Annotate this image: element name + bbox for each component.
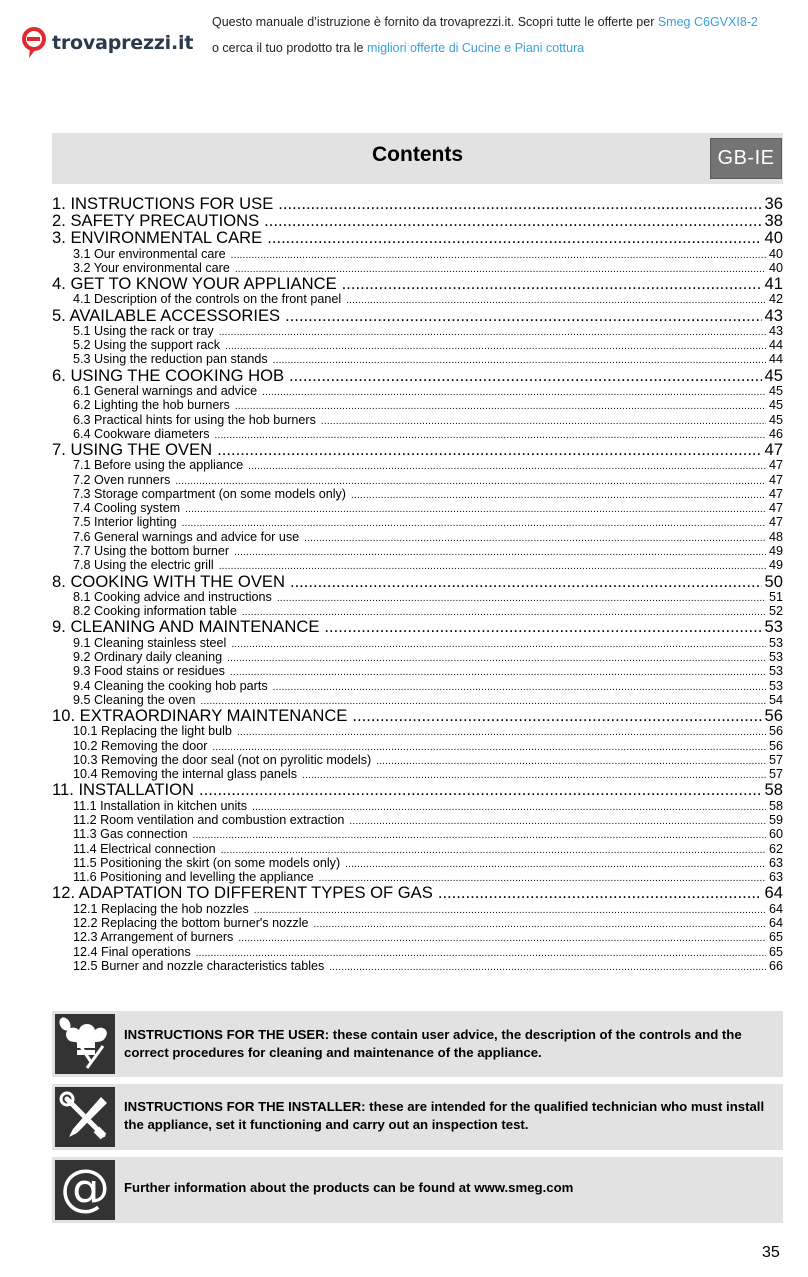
toc-chapter-row[interactable]	[52, 229, 783, 246]
toc-section-row[interactable]	[52, 739, 783, 753]
toc-page-number: 57	[768, 767, 783, 782]
toc-section-row[interactable]	[52, 916, 783, 930]
toc-label: 11.5 Positioning the skirt (on some models only)	[73, 855, 341, 870]
toc-leader-dots	[345, 858, 766, 870]
user-instructions-box	[52, 1011, 783, 1077]
toc-leader-dots	[237, 726, 766, 738]
toc-label: 3.2 Your environmental care	[73, 260, 230, 275]
toc-leader-dots	[219, 560, 766, 572]
toc-leader-dots	[238, 932, 766, 944]
toc-page-number: 47	[764, 441, 783, 459]
toc-leader-dots	[215, 429, 766, 441]
toc-leader-dots	[264, 212, 761, 229]
offers-link[interactable]: migliori offerte di Cucine e Piani cottura	[366, 41, 585, 55]
toc-section-row[interactable]	[52, 664, 783, 678]
toc-label: 2. SAFETY PRECAUTIONS	[52, 212, 260, 230]
toc-leader-dots	[273, 354, 766, 366]
toc-label: 9.3 Food stains or residues	[73, 664, 225, 679]
toc-label: 12.2 Replacing the bottom burner's nozzle	[73, 915, 309, 930]
toc-section-row[interactable]	[52, 590, 783, 604]
toc-page-number: 45	[768, 398, 783, 413]
further-information-box	[52, 1157, 783, 1223]
toc-section-row[interactable]	[52, 636, 783, 650]
toc-label: 7. USING THE OVEN	[52, 441, 213, 459]
toc-chapter-row[interactable]	[52, 618, 783, 635]
toc-leader-dots	[219, 326, 766, 338]
toc-label: 10.2 Removing the door	[73, 738, 208, 753]
chef-hat-icon	[55, 1014, 115, 1074]
toc-label: 6. USING THE COOKING HOB	[52, 366, 285, 384]
toc-section-row[interactable]	[52, 247, 783, 261]
toc-page-number: 44	[768, 338, 783, 353]
toc-page-number: 43	[764, 306, 783, 324]
toc-page-number: 65	[768, 944, 783, 959]
toc-page-number: 62	[768, 841, 783, 856]
toc-page-number: 64	[764, 884, 783, 902]
tools-icon	[55, 1087, 115, 1147]
toc-leader-dots	[231, 249, 766, 261]
toc-page-number: 65	[768, 930, 783, 945]
toc-label: 6.4 Cookware diameters	[73, 426, 210, 441]
toc-label: 7.6 General warnings and advice for use	[73, 529, 300, 544]
toc-section-row[interactable]	[52, 292, 783, 306]
toc-chapter-row[interactable]	[52, 573, 783, 590]
toc-leader-dots	[254, 904, 766, 916]
toc-label: 9.4 Cleaning the cooking hob parts	[73, 678, 268, 693]
toc-section-row[interactable]	[52, 473, 783, 487]
toc-page-number: 53	[768, 678, 783, 693]
toc-page-number: 53	[764, 618, 783, 636]
toc-section-row[interactable]	[52, 959, 783, 973]
toc-label: 7.5 Interior lighting	[73, 515, 177, 530]
trovaprezzi-logo[interactable]	[22, 26, 193, 60]
toc-label: 9.1 Cleaning stainless steel	[73, 635, 227, 650]
toc-leader-dots	[217, 441, 761, 458]
toc-section-row[interactable]	[52, 799, 783, 813]
page-number: 35	[762, 1244, 780, 1261]
toc-chapter-row[interactable]	[52, 195, 783, 212]
page-title: Contents	[372, 143, 463, 166]
toc-label: 12.5 Burner and nozzle characteristics tables	[73, 958, 325, 973]
toc-leader-dots	[175, 475, 766, 487]
toc-label: 7.3 Storage compartment (on some models only)	[73, 486, 346, 501]
toc-leader-dots	[342, 275, 762, 292]
contents-title-bar	[52, 133, 783, 184]
toc-section-row[interactable]	[52, 530, 783, 544]
toc-label: 12. ADAPTATION TO DIFFERENT TYPES OF GAS	[52, 884, 433, 902]
toc-page-number: 40	[764, 229, 783, 247]
toc-leader-dots	[285, 307, 761, 324]
toc-page-number: 46	[768, 426, 783, 441]
toc-section-row[interactable]	[52, 515, 783, 529]
toc-leader-dots	[235, 400, 766, 412]
toc-page-number: 45	[768, 383, 783, 398]
toc-page-number: 56	[764, 707, 783, 725]
toc-leader-dots	[324, 618, 761, 635]
toc-label: 9.2 Ordinary daily cleaning	[73, 649, 223, 664]
logo-text: trovaprezzi.it	[52, 32, 194, 54]
toc-leader-dots	[225, 340, 766, 352]
toc-label: 7.1 Before using the appliance	[73, 458, 244, 473]
toc-page-number: 41	[764, 275, 783, 293]
toc-label: 11.2 Room ventilation and combustion extraction	[73, 812, 345, 827]
toc-leader-dots	[351, 489, 766, 501]
toc-section-row[interactable]	[52, 544, 783, 558]
toc-label: 11.1 Installation in kitchen units	[73, 798, 248, 813]
toc-label: 3.1 Our environmental care	[73, 246, 226, 261]
toc-section-row[interactable]	[52, 398, 783, 412]
toc-label: 11.6 Positioning and levelling the appliance	[73, 870, 314, 885]
banner-line-2-text: o cerca il tuo prodotto tra le	[212, 41, 367, 55]
toc-page-number: 66	[768, 958, 783, 973]
toc-leader-dots	[234, 546, 766, 558]
toc-label: 4. GET TO KNOW YOUR APPLIANCE	[52, 275, 337, 293]
toc-section-row[interactable]	[52, 679, 783, 693]
toc-leader-dots	[438, 884, 762, 901]
toc-page-number: 58	[764, 781, 783, 799]
toc-label: 12.3 Arrangement of burners	[73, 930, 234, 945]
toc-leader-dots	[267, 229, 761, 246]
toc-page-number: 59	[768, 812, 783, 827]
toc-leader-dots	[304, 532, 766, 544]
toc-label: 6.2 Lighting the hob burners	[73, 398, 230, 413]
toc-label: 7.7 Using the bottom burner	[73, 544, 230, 559]
toc-section-row[interactable]	[52, 487, 783, 501]
toc-page-number: 45	[768, 412, 783, 427]
toc-section-row[interactable]	[52, 352, 783, 366]
toc-chapter-row[interactable]	[52, 441, 783, 458]
toc-label: 9. CLEANING AND MAINTENANCE	[52, 618, 320, 636]
toc-page-number: 51	[768, 589, 783, 604]
product-link[interactable]: Smeg C6GVXI8-2	[657, 15, 758, 29]
toc-page-number: 64	[768, 901, 783, 916]
toc-section-row[interactable]	[52, 693, 783, 707]
toc-leader-dots	[346, 294, 766, 306]
toc-chapter-row[interactable]	[52, 212, 783, 229]
toc-leader-dots	[201, 695, 766, 707]
toc-label: 8.1 Cooking advice and instructions	[73, 589, 272, 604]
toc-chapter-row[interactable]	[52, 367, 783, 384]
banner-line-1-text: Questo manuale d’istruzione è fornito da trovaprezzi.it. Scopri tutte le offerte per	[212, 15, 658, 29]
toc-page-number: 47	[768, 501, 783, 516]
toc-leader-dots	[277, 592, 766, 604]
toc-leader-dots	[212, 741, 766, 753]
toc-section-row[interactable]	[52, 842, 783, 856]
toc-page-number: 38	[764, 212, 783, 230]
toc-leader-dots	[193, 829, 766, 841]
toc-label: 1. INSTRUCTIONS FOR USE	[52, 195, 274, 213]
toc-leader-dots	[199, 781, 762, 798]
toc-section-row[interactable]	[52, 724, 783, 738]
toc-page-number: 53	[768, 635, 783, 650]
toc-label: 3. ENVIRONMENTAL CARE	[52, 229, 263, 247]
trovaprezzi-logo-icon	[22, 26, 48, 60]
toc-page-number: 50	[764, 572, 783, 590]
toc-leader-dots	[235, 263, 766, 275]
toc-label: 11.3 Gas connection	[73, 827, 188, 842]
toc-page-number: 53	[768, 664, 783, 679]
toc-label: 6.3 Practical hints for using the hob burners	[73, 412, 316, 427]
toc-page-number: 53	[768, 649, 783, 664]
toc-section-row[interactable]	[52, 261, 783, 275]
toc-page-number: 48	[768, 529, 783, 544]
language-badge: GB-IE	[710, 138, 782, 179]
toc-leader-dots	[182, 517, 766, 529]
toc-leader-dots	[290, 573, 762, 590]
toc-label: 4.1 Description of the controls on the front panel	[73, 292, 342, 307]
toc-chapter-row[interactable]	[52, 884, 783, 901]
toc-leader-dots	[314, 918, 766, 930]
toc-leader-dots	[242, 606, 766, 618]
toc-label: 10.1 Replacing the light bulb	[73, 724, 232, 739]
at-sign-icon	[55, 1160, 115, 1220]
toc-page-number: 43	[768, 323, 783, 338]
toc-page-number: 52	[768, 604, 783, 619]
toc-leader-dots	[376, 755, 766, 767]
toc-page-number: 40	[768, 260, 783, 275]
toc-section-row[interactable]	[52, 458, 783, 472]
toc-leader-dots	[352, 707, 761, 724]
toc-section-row[interactable]	[52, 650, 783, 664]
toc-leader-dots	[252, 801, 766, 813]
toc-section-row[interactable]	[52, 753, 783, 767]
toc-page-number: 40	[768, 246, 783, 261]
toc-page-number: 47	[768, 458, 783, 473]
toc-label: 12.1 Replacing the hob nozzles	[73, 901, 249, 916]
toc-section-row[interactable]	[52, 767, 783, 781]
toc-chapter-row[interactable]	[52, 307, 783, 324]
toc-section-row[interactable]	[52, 558, 783, 572]
toc-page-number: 60	[768, 827, 783, 842]
toc-leader-dots	[278, 195, 761, 212]
toc-leader-dots	[262, 386, 766, 398]
banner-line-1	[212, 15, 758, 29]
toc-section-row[interactable]	[52, 945, 783, 959]
toc-page-number: 56	[768, 724, 783, 739]
toc-section-row[interactable]	[52, 384, 783, 398]
toc-label: 9.5 Cleaning the oven	[73, 692, 196, 707]
toc-leader-dots	[321, 415, 766, 427]
toc-section-row[interactable]	[52, 427, 783, 441]
toc-page-number: 42	[768, 292, 783, 307]
toc-page-number: 63	[768, 855, 783, 870]
toc-leader-dots	[289, 367, 761, 384]
toc-leader-dots	[231, 638, 766, 650]
toc-leader-dots	[302, 769, 766, 781]
toc-section-row[interactable]	[52, 930, 783, 944]
toc-label: 7.4 Cooling system	[73, 501, 181, 516]
toc-chapter-row[interactable]	[52, 707, 783, 724]
toc-page-number: 49	[768, 558, 783, 573]
toc-leader-dots	[221, 844, 766, 856]
toc-section-row[interactable]	[52, 413, 783, 427]
toc-label: 12.4 Final operations	[73, 944, 191, 959]
toc-section-row[interactable]	[52, 501, 783, 515]
installer-instructions-text: INSTRUCTIONS FOR THE INSTALLER: these are intended for the qualified technician who must install the appliance, set it functioning and carry out an inspection test.	[124, 1099, 765, 1132]
toc-page-number: 49	[768, 544, 783, 559]
toc-page-number: 54	[768, 692, 783, 707]
toc-leader-dots	[196, 947, 766, 959]
toc-page-number: 64	[768, 915, 783, 930]
toc-label: 8. COOKING WITH THE OVEN	[52, 572, 285, 590]
toc-page-number: 44	[768, 352, 783, 367]
toc-leader-dots	[248, 460, 766, 472]
toc-leader-dots	[230, 666, 766, 678]
toc-leader-dots	[319, 872, 766, 884]
toc-label: 11. INSTALLATION	[52, 781, 195, 799]
toc-page-number: 47	[768, 515, 783, 530]
toc-section-row[interactable]	[52, 827, 783, 841]
toc-label: 6.1 General warnings and advice	[73, 383, 258, 398]
toc-page-number: 47	[768, 486, 783, 501]
toc-leader-dots	[185, 503, 766, 515]
toc-section-row[interactable]	[52, 870, 783, 884]
toc-page-number: 58	[768, 798, 783, 813]
toc-page-number: 56	[768, 738, 783, 753]
toc-label: 11.4 Electrical connection	[73, 841, 216, 856]
toc-page-number: 57	[768, 752, 783, 767]
toc-leader-dots	[329, 961, 766, 973]
toc-label: 7.2 Oven runners	[73, 472, 171, 487]
toc-leader-dots	[273, 681, 766, 693]
toc-label: 5. AVAILABLE ACCESSORIES	[52, 306, 281, 324]
toc-label: 5.1 Using the rack or tray	[73, 323, 214, 338]
toc-label: 8.2 Cooking information table	[73, 604, 237, 619]
toc-section-row[interactable]	[52, 902, 783, 916]
toc-label: 7.8 Using the electric grill	[73, 558, 214, 573]
further-information-text: Further information about the products can be found at www.smeg.com	[124, 1180, 574, 1195]
toc-section-row[interactable]	[52, 813, 783, 827]
toc-label: 5.3 Using the reduction pan stands	[73, 352, 268, 367]
toc-leader-dots	[227, 652, 766, 664]
installer-instructions-box	[52, 1084, 783, 1150]
toc-chapter-row[interactable]	[52, 275, 783, 292]
toc-label: 10.3 Removing the door seal (not on pyrolitic models)	[73, 752, 372, 767]
toc-label: 10.4 Removing the internal glass panels	[73, 767, 298, 782]
user-instructions-text: INSTRUCTIONS FOR THE USER: these contain user advice, the description of the controls and the correct procedures for cleaning and maintenance of the appliance.	[124, 1027, 742, 1060]
toc-page-number: 63	[768, 870, 783, 885]
toc-page-number: 47	[768, 472, 783, 487]
toc-section-row[interactable]	[52, 604, 783, 618]
banner-line-2	[212, 41, 584, 55]
table-of-contents	[52, 195, 783, 973]
toc-leader-dots	[349, 815, 766, 827]
toc-chapter-row[interactable]	[52, 781, 783, 798]
toc-page-number: 36	[764, 195, 783, 213]
at-sign-glyph: @	[60, 1159, 110, 1217]
toc-label: 5.2 Using the support rack	[73, 338, 221, 353]
toc-section-row[interactable]	[52, 324, 783, 338]
toc-section-row[interactable]	[52, 856, 783, 870]
toc-label: 10. EXTRAORDINARY MAINTENANCE	[52, 707, 348, 725]
toc-section-row[interactable]	[52, 338, 783, 352]
toc-page-number: 45	[764, 366, 783, 384]
